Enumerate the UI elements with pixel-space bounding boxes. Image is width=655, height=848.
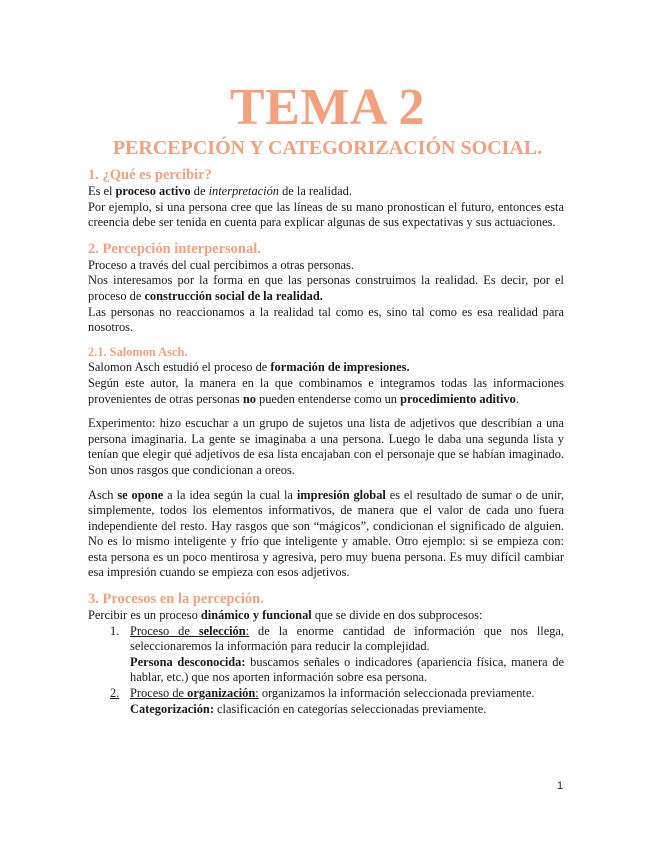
section-heading-2: 2. Percepción interpersonal. [88,240,261,257]
bold-text: impresión global [296,487,386,502]
page-number: 1 [557,780,564,792]
paragraph: Salomon Asch estudió el proceso de formación de impresiones. [88,360,410,375]
bold-text: Categorización: [130,701,214,716]
list-item: 2. Proceso de organización: organizamos la información seleccionada previamente. Categorización: clasificación en categorías seleccionadas previamente. [88,686,564,717]
subsection-heading-2-1: 2.1. Salomon Asch. [88,344,188,359]
bold-text: selección [198,623,246,638]
list-number: 2. [110,686,120,701]
page-subtitle: PERCEPCIÓN Y CATEGORIZACIÓN SOCIAL. [112,137,543,159]
process-list [88,624,564,718]
section-heading-1: 1. ¿Qué es percibir? [88,167,212,183]
bold-text: se opone [117,487,164,502]
paragraph: Asch se opone a la idea según la cual la impresión global es el resultado de sumar o de unir, simplemente, todos los elementos informativos, de manera que el valor de cada uno fuera independiente del resto. Hay rasgos que son “mágicos”, condicionan el significado de alguien. No es lo mismo inteligente y frío que inteligente y amable. Otro ejemplo: si se empieza con: esta persona es un poco mentirosa y agresiva, pero muy buena persona. Es muy difícil cambiar esa impresión cuando se empieza con esos adjetivos. [88,487,565,580]
bold-text: organización [187,686,256,701]
paragraph: Nos interesamos por la forma en que las personas construimos la realidad. Es decir, por el proceso de construcción social de la realidad. [88,273,564,303]
bold-text: procedimiento aditivo [400,391,516,406]
bold-text: proceso activo [115,184,191,198]
list-item: 1. Proceso de selección: de la enorme cantidad de información que nos llega, seleccionaremos la información para reducir la complejidad. Persona desconocida: buscamos señales o indicadores (apariencia física, manera de hablar, etc.) que nos aporten información sobre esa persona. [110,623,564,685]
paragraph: Es el proceso activo de interpretación de la realidad. [88,184,352,198]
bold-text: formación de impresiones. [270,360,410,375]
list-subitem: Persona desconocida: buscamos señales o indicadores (apariencia física, manera de hablar, etc.) que nos aporten información sobre esa persona. [130,654,564,685]
section-heading-3: 3. Procesos en la percepción. [88,591,264,608]
paragraph: Según este autor, la manera en la que combinamos e integramos todas las informaciones provenientes de otras personas no pueden entenderse como un procedimiento aditivo. [88,375,564,406]
paragraph: Por ejemplo, si una persona cree que las líneas de su mano pronostican el futuro, entonces esta creencia debe ser tenida en cuenta para explicar algunas de sus expectativas y sus actuaciones. [88,199,564,230]
paragraph: Las personas no reaccionamos a la realidad tal como es, sino tal como es esa realidad para nosotros. [88,304,564,335]
paragraph: Percibir es un proceso dinámico y funcional que se divide en dos subprocesos: [88,608,483,623]
document-body [88,166,564,717]
bold-text: Persona desconocida: [130,654,246,669]
bold-text: no [242,391,256,406]
list-subitem: Categorización: clasificación en categorías seleccionadas previamente. [130,701,487,716]
paragraph: Proceso a través del cual percibimos a otras personas. [88,257,354,272]
italic-text: interpretación [208,184,279,198]
paragraph: Experimento: hizo escuchar a un grupo de sujetos una lista de adjetivos que describían a una persona imaginaria. La gente se imaginaba a una persona. Luego le daba una segunda lista y tenían que elegir qué adjetivos de esa lista encajaban con el personaje que se habían imaginado. Son unos rasgos que condicionan a oreos. [88,416,564,477]
page-title: TEMA 2 [229,79,426,136]
list-number: 1. [110,623,120,638]
bold-text: construcción social de la realidad. [144,288,323,303]
bold-text: dinámico y funcional [200,608,312,623]
